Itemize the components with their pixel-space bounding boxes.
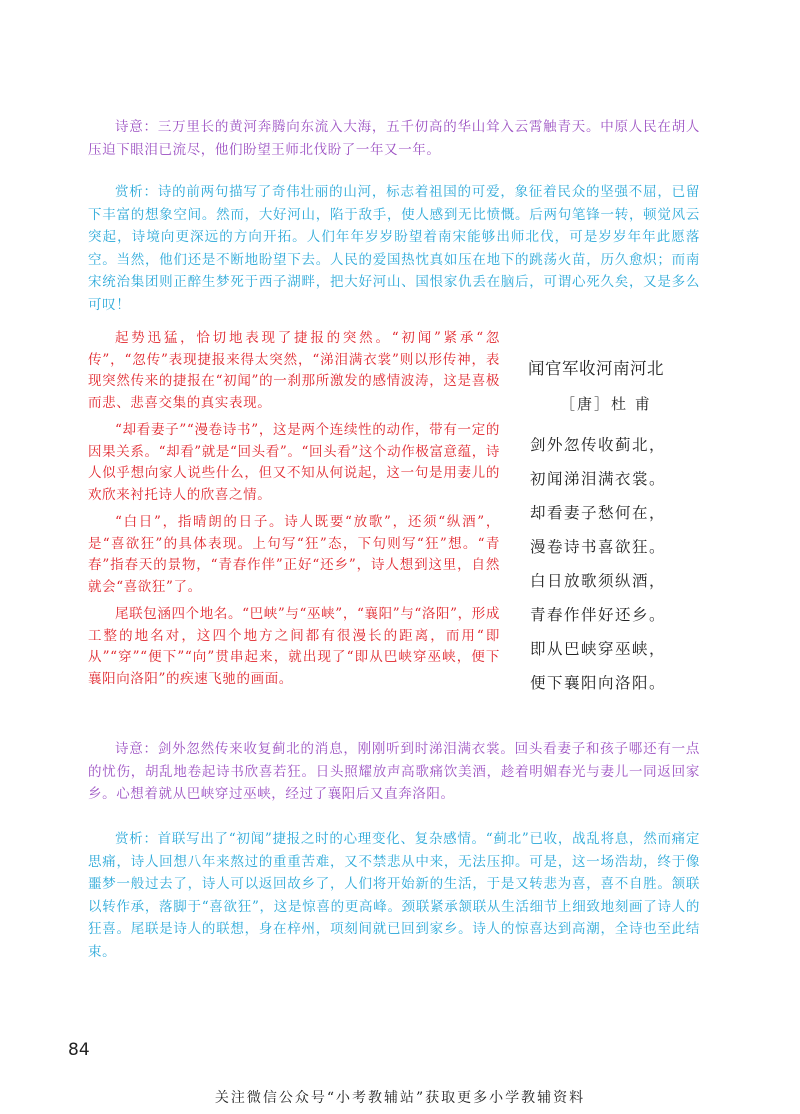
bottom-poem-meaning: 诗意：剑外忽然传来收复蓟北的消息，刚刚听到时涕泪满衣裳。回头看妻子和孩子哪还有一点的忧伤，胡乱地卷起诗书欣喜若狂。日头照耀放声高歌痛饮美酒，趁着明媚春光与妻儿一同返回家乡。心想着就从巴峡穿过巫峡，经过了襄阳后又直奔洛阳。 <box>88 741 700 802</box>
poem-line: 便下襄阳向洛阳。 <box>530 674 667 692</box>
annotation-column <box>88 328 500 696</box>
annotation-paragraph-3: “白日”，指晴朗的日子。诗人既要“放歌”，还须“纵酒”，是“喜欲狂”的具体表现。上句写“狂”态，下句则写“狂”想。“青春”指春天的景物，“青春作伴”正好“还乡”，诗人想到这里，自然就会“喜欲狂”了。 <box>88 514 500 595</box>
poem-line: 即从巴峡穿巫峡， <box>530 640 667 658</box>
top-poem-meaning: 诗意：三万里长的黄河奔腾向东流入大海，五千仞高的华山耸入云霄触青天。中原人民在胡人压迫下眼泪已流尽，他们盼望王师北伐盼了一年又一年。 <box>88 119 700 158</box>
page-number: 84 <box>68 1040 90 1060</box>
poem-title: 闻官军收河南河北 <box>528 359 664 378</box>
top-poem-appreciation: 赏析：诗的前两句描写了奇伟壮丽的山河，标志着祖国的可爱，象征着民众的坚强不屈，已留下丰富的想象空间。然而，大好河山，陷于敌手，使人感到无比愤慨。后两句笔锋一转，顿觉风云突起，诗境向更深远的方向开拓。人们年年岁岁盼望着南宋能够出师北伐，可是岁岁年年此愿落空。当然，他们还是不断地盼望下去。人民的爱国热忱真如压在地下的跳荡火苗，历久愈炽；而南宋统治集团则正醉生梦死于西子湖畔，把大好河山、国恨家仇丢在脑后，可谓心死久矣，又是多么可叹！ <box>88 184 700 313</box>
poem-line: 青春作伴好还乡。 <box>530 606 667 624</box>
poem-line: 漫卷诗书喜欲狂。 <box>530 538 667 556</box>
annotation-paragraph-1: 起势迅猛，恰切地表现了捷报的突然。“初闻”紧承“忽传”，“忽传”表现捷报来得太突然，“涕泪满衣裳”则以形传神，表现突然传来的捷报在“初闻”的一刹那所激发的感情波涛，这是喜极而悲、悲喜交集的真实表现。 <box>88 330 500 411</box>
poem-line: 白日放歌须纵酒， <box>530 572 667 590</box>
bottom-poem-appreciation: 赏析：首联写出了“初闻”捷报之时的心理变化、复杂感情。“蓟北”已收，战乱将息，然而痛定思痛，诗人回想八年来熬过的重重苦难，又不禁悲从中来，无法压抑。可是，这一场浩劫，终于像噩梦一般过去了，诗人可以返回故乡了，人们将开始新的生活，于是又转悲为喜，喜不自胜。颔联以转作承，落脚于“喜欲狂”，这是惊喜的更高峰。颈联紧承颔联从生活细节上细致地刻画了诗人的狂喜。尾联是诗人的联想，身在梓州，项刻间就已回到家乡。诗人的惊喜达到高潮，全诗也至此结束。 <box>88 831 700 960</box>
footer-note: 关注微信公众号“小考教辅站”获取更多小学教辅资料 <box>214 1090 586 1106</box>
poem-author: ［唐］杜 甫 <box>560 395 652 413</box>
poem-box <box>520 355 690 700</box>
poem-line: 剑外忽传收蓟北， <box>530 436 667 454</box>
annotation-paragraph-2: “却看妻子”“漫卷诗书”，这是两个连续性的动作，带有一定的因果关系。“却看”就是“回头看”。“回头看”这个动作极富意蕴，诗人似乎想向家人说些什么，但又不知从何说起，这一句是用妻儿的欢欣来衬托诗人的欣喜之情。 <box>88 422 500 503</box>
annotation-paragraph-4: 尾联包涵四个地名。“巴峡”与“巫峡”，“襄阳”与“洛阳”，形成工整的地名对，这四个地方之间都有很漫长的距离，而用“即从”“穿”“便下”“向”贯串起来，就出现了“即从巴峡穿巫峡，便下襄阳向洛阳”的疾速飞驰的画面。 <box>88 606 500 687</box>
poem-line: 却看妻子愁何在， <box>530 504 667 522</box>
poem-line: 初闻涕泪满衣裳。 <box>530 470 667 488</box>
